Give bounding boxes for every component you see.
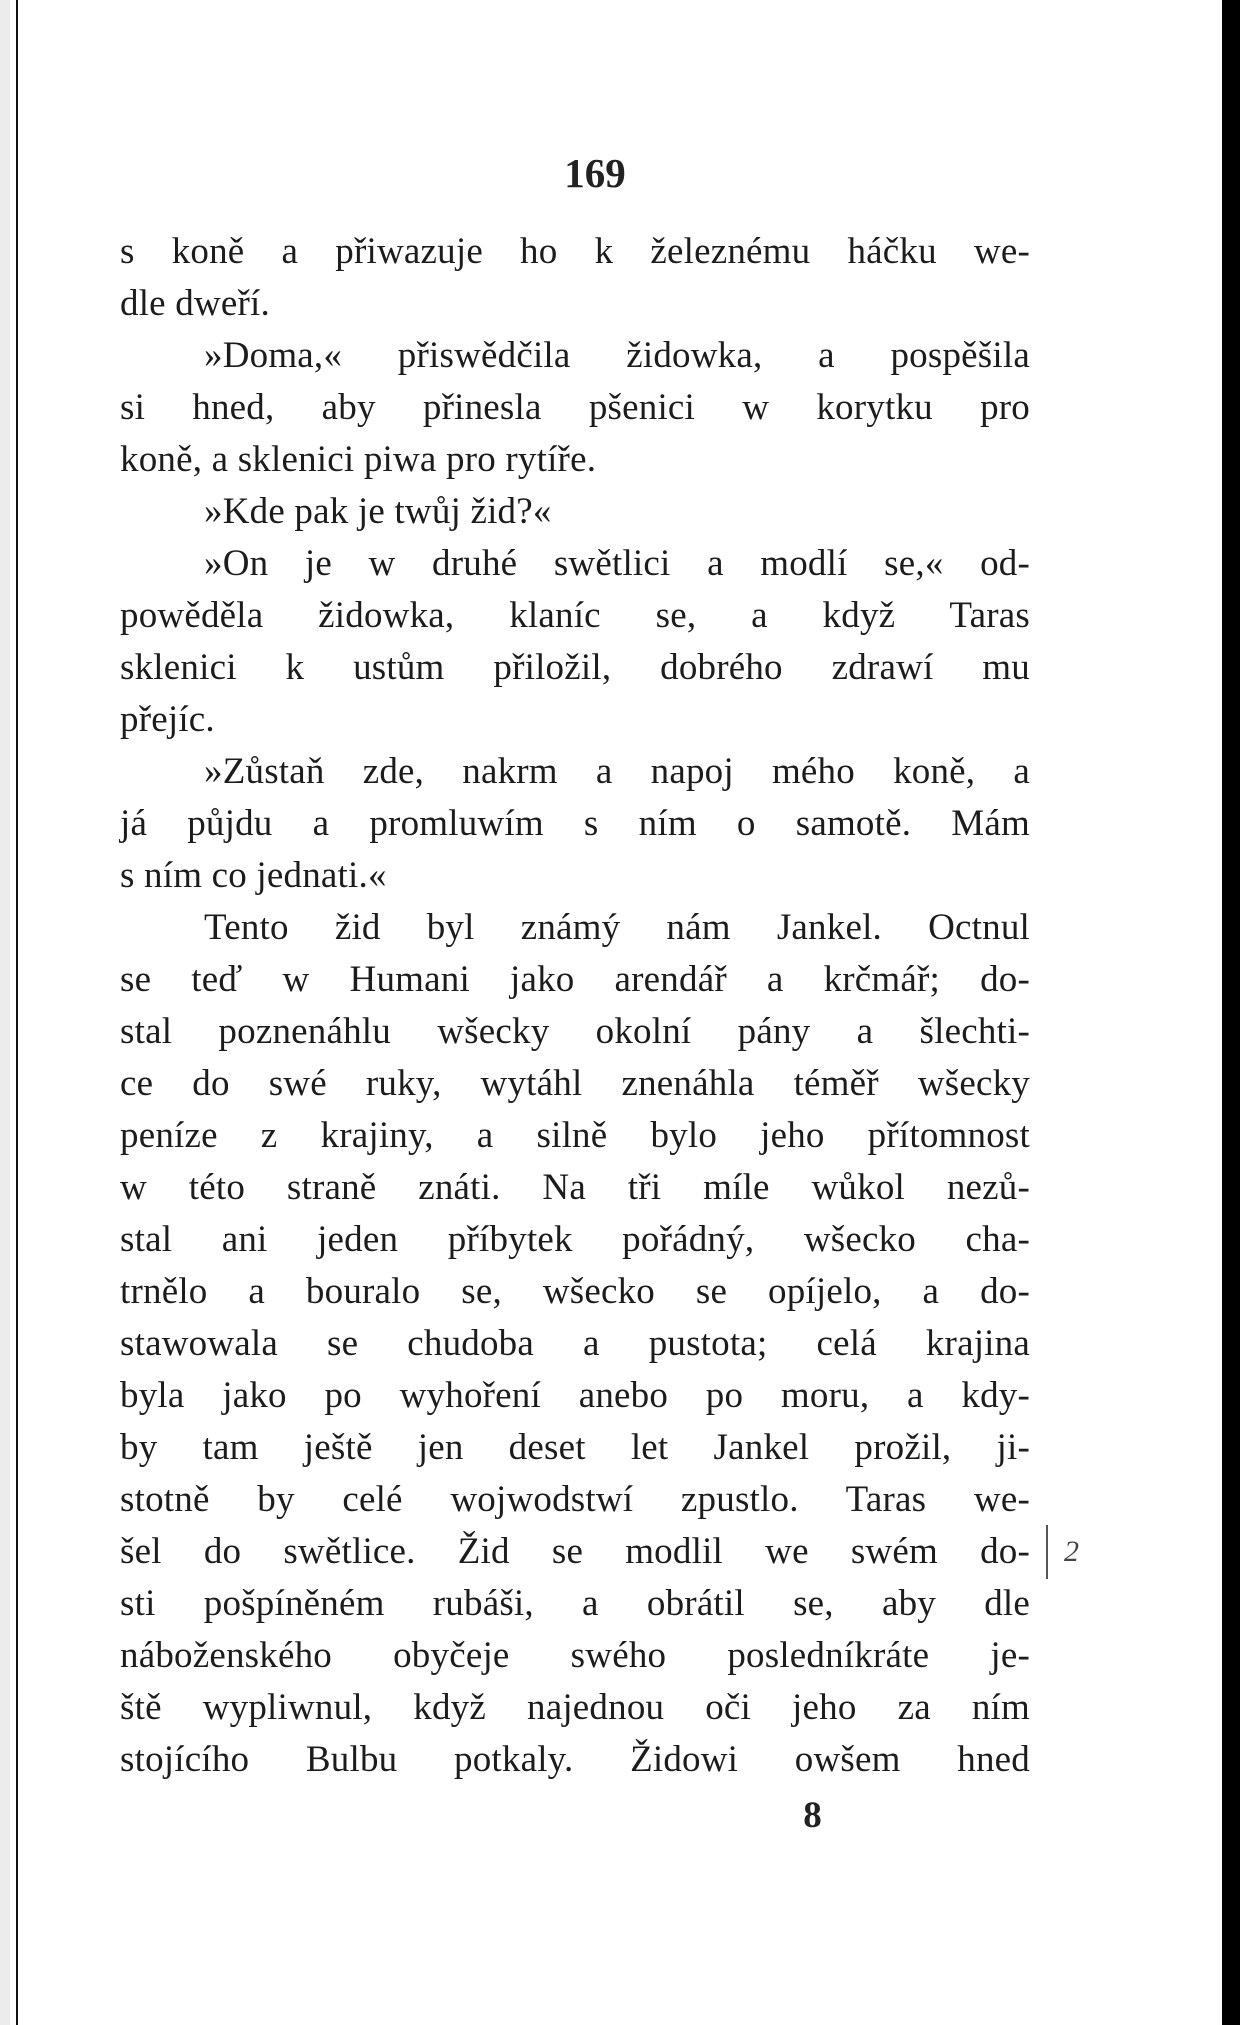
page-body-text <box>120 226 1030 1786</box>
scan-left-edge <box>0 0 10 2025</box>
text-line: stotně by celé wojwodstwí zpustlo. Taras we- <box>120 1479 1030 1520</box>
text-line: by tam ještě jen deset let Jankel prožil, ji- <box>120 1427 1030 1468</box>
text-line: dle dweří. <box>120 283 270 324</box>
text-line: s ním co jednati.« <box>120 855 387 896</box>
text-line: »On je w druhé swětlici a modlí se,« od- <box>204 543 1030 584</box>
text-line: koně, a sklenici piwa pro rytíře. <box>120 439 597 480</box>
text-line: powěděla židowka, klaníc se, a když Taras <box>120 595 1030 636</box>
text-line: já půjdu a promluwím s ním o samotě. Mám <box>120 803 1030 844</box>
text-line: »Doma,« přiswědčila židowka, a pospěšila <box>204 335 1030 376</box>
text-line: se teď w Humani jako arendář a krčmář; do- <box>120 959 1030 1000</box>
signature-mark: 8 <box>803 1795 822 1836</box>
text-line: přejíc. <box>120 699 215 740</box>
text-line: sti pošpíněném rubáši, a obrátil se, aby dle <box>120 1583 1030 1624</box>
margin-mark-rule <box>1046 1525 1048 1579</box>
text-line: ce do swé ruky, wytáhl znenáhla téměř wšecky <box>120 1063 1030 1104</box>
text-line: sklenici k ustům přiložil, dobrého zdrawí mu <box>120 647 1030 688</box>
scan-left-rule <box>16 0 18 2025</box>
text-line: náboženského obyčeje swého posledníkráte je- <box>120 1635 1030 1676</box>
page-number: 169 <box>564 150 626 196</box>
text-line: Tento žid byl známý nám Jankel. Octnul <box>204 907 1030 948</box>
text-line: ště wypliwnul, když najednou oči jeho za ním <box>120 1687 1030 1728</box>
text-line: s koně a přiwazuje ho k železnému háčku we- <box>120 231 1030 272</box>
margin-note: 2 <box>1064 1535 1079 1568</box>
text-line: byla jako po wyhoření anebo po moru, a kdy- <box>120 1375 1030 1416</box>
text-line: peníze z krajiny, a silně bylo jeho přítomnost <box>120 1115 1030 1156</box>
text-line: si hned, aby přinesla pšenici w korytku pro <box>120 387 1030 428</box>
text-line: trnělo a bouralo se, wšecko se opíjelo, a do- <box>120 1271 1030 1312</box>
text-line: stal ani jeden příbytek pořádný, wšecko cha- <box>120 1219 1030 1260</box>
text-line: »Zůstaň zde, nakrm a napoj mého koně, a <box>204 751 1030 792</box>
text-line: stojícího Bulbu potkaly. Židowi owšem hned <box>120 1739 1030 1780</box>
text-line: stal poznenáhlu wšecky okolní pány a šlechti- <box>120 1011 1030 1052</box>
text-line: w této straně znáti. Na tři míle wůkol nezů- <box>120 1167 1030 1208</box>
text-line: »Kde pak je twůj žid?« <box>204 491 552 532</box>
text-line: stawowala se chudoba a pustota; celá krajina <box>120 1323 1030 1364</box>
scan-right-border <box>1222 0 1240 2025</box>
text-line: šel do swětlice. Žid se modlil we swém do- <box>120 1531 1030 1572</box>
